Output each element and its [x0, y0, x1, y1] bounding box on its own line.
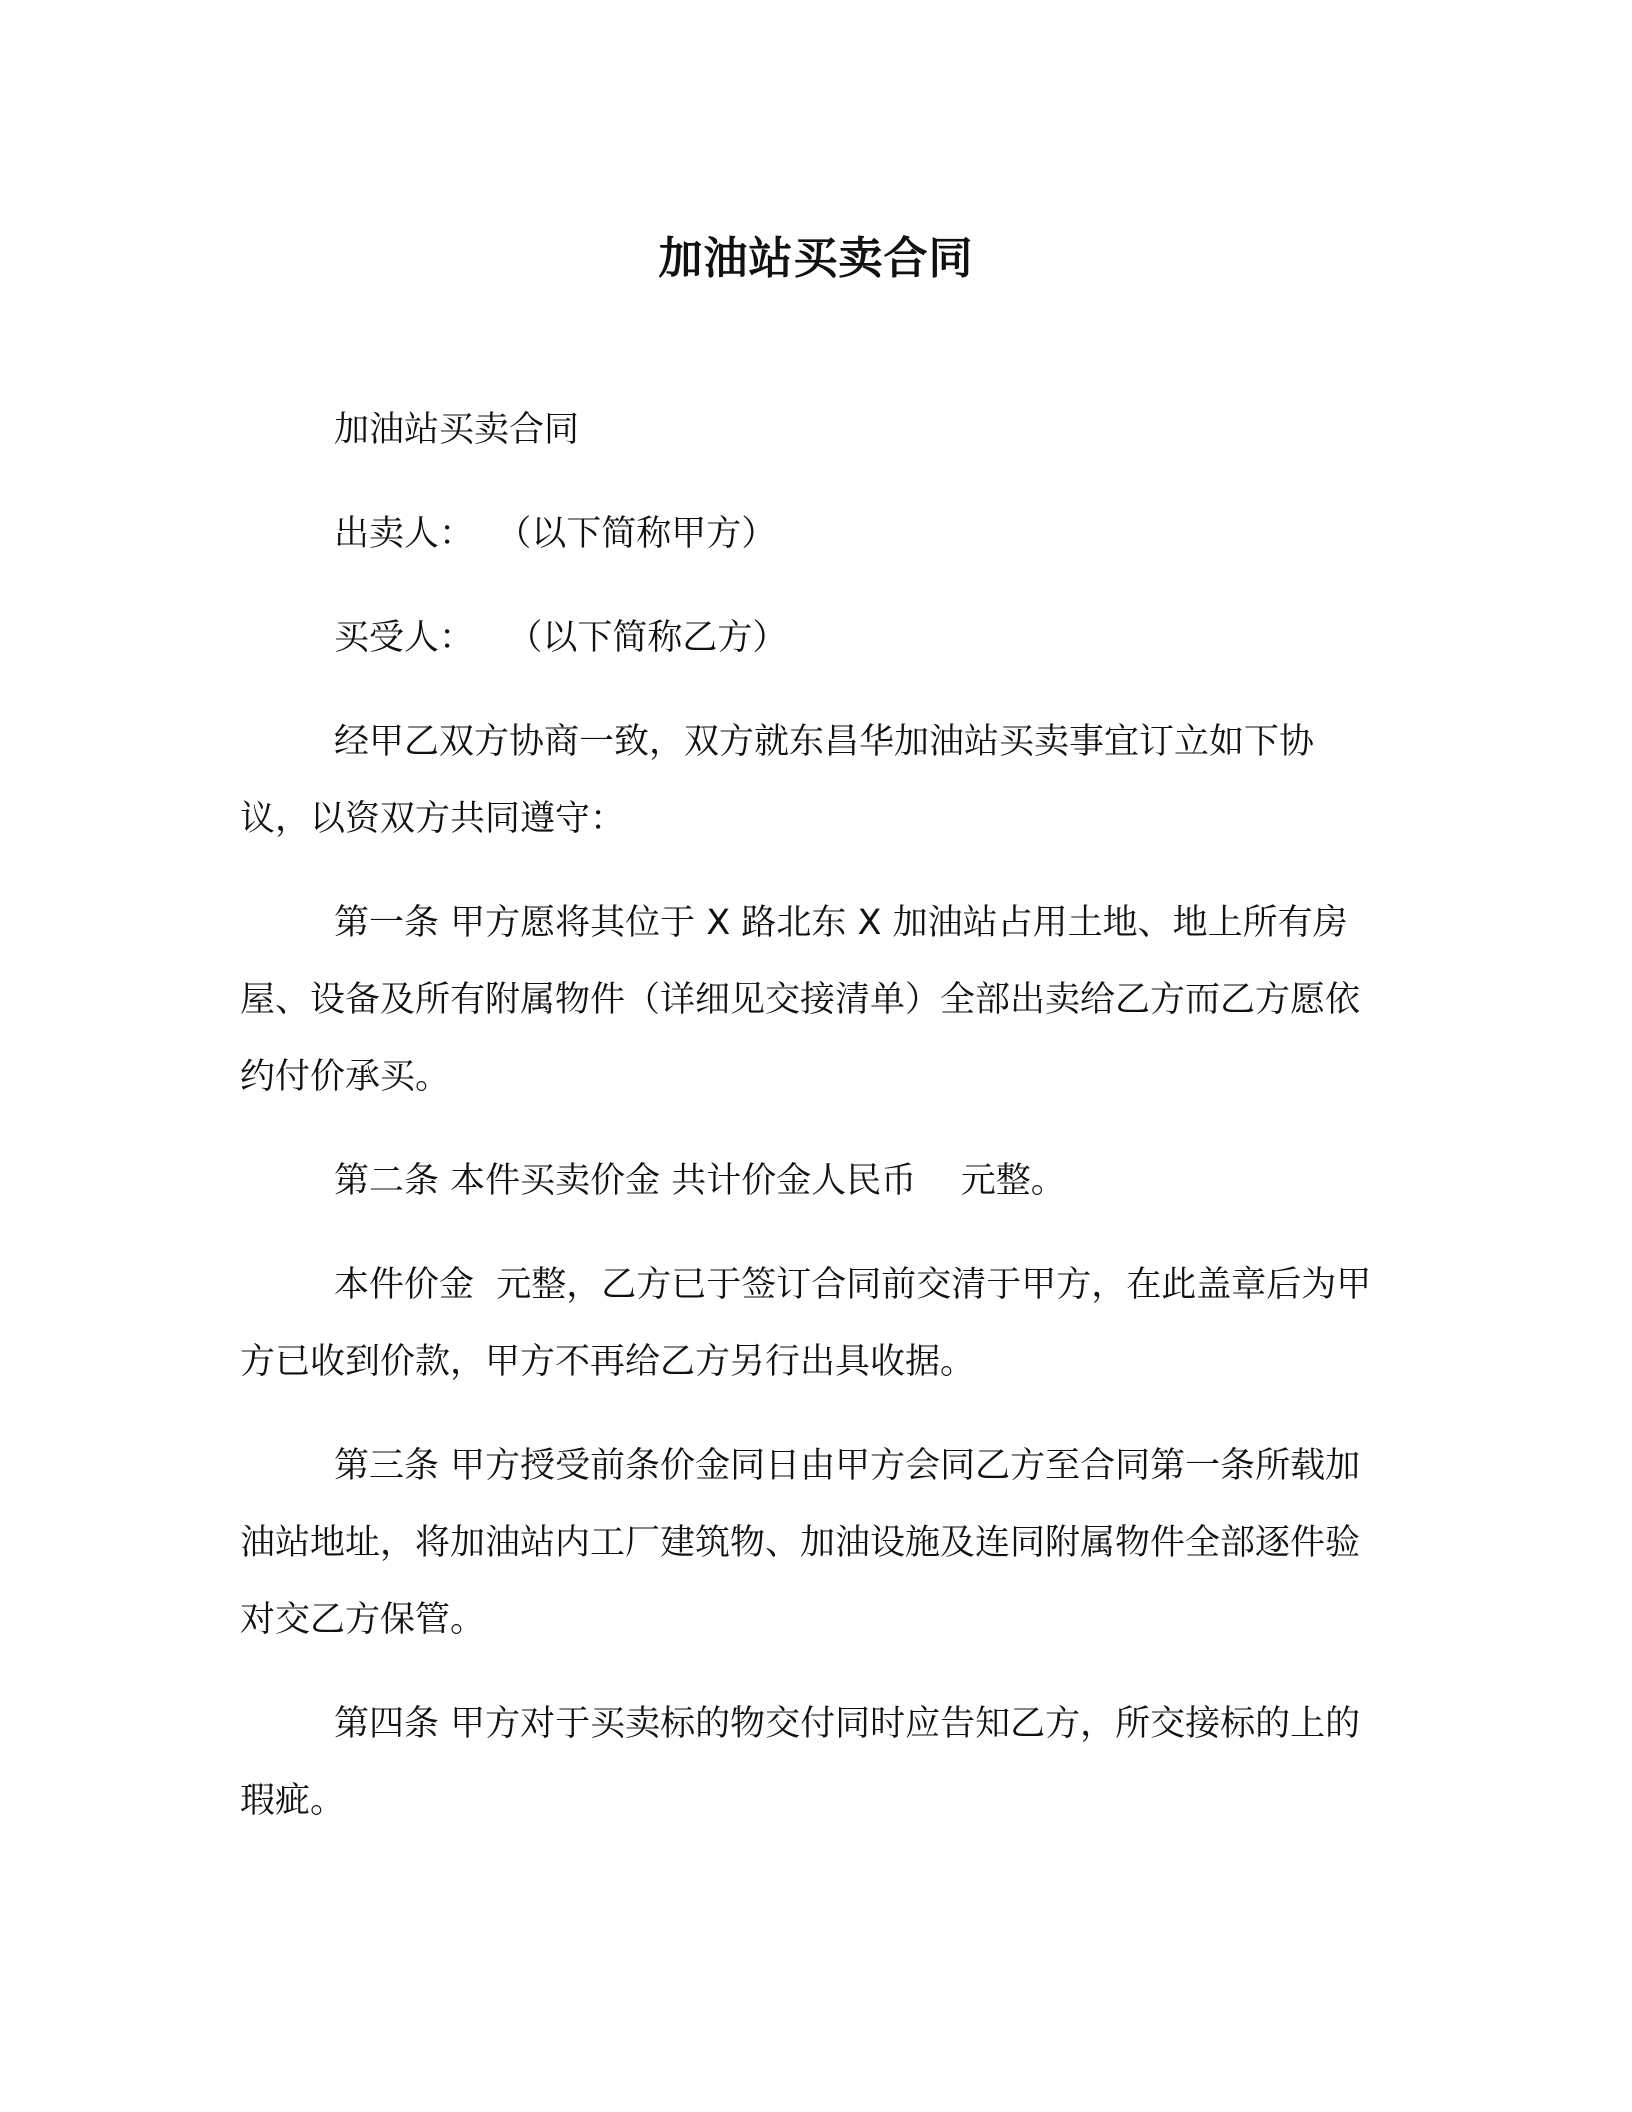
paragraph-seller: 出卖人： （以下简称甲方）	[334, 514, 777, 554]
paragraph-payment: 本件价金 元整，乙方已于签订合同前交清于甲方，在此盖章后为甲方已收到价款，甲方不再给乙方另行出具收据。	[240, 1265, 1372, 1382]
paragraph-buyer: 买受人： （以下简称乙方）	[334, 618, 788, 658]
paragraph-preamble: 经甲乙双方协商一致，双方就东昌华加油站买卖事宜订立如下协议，以资双方共同遵守：	[240, 722, 1315, 839]
paragraph-article-4: 第四条 甲方对于买卖标的物交付同时应告知乙方，所交接标的上的瑕疵。	[240, 1704, 1361, 1821]
document-body	[240, 392, 1380, 1867]
paragraph-article-1: 第一条 甲方愿将其位于 X 路北东 X 加油站占用土地、地上所有房屋、设备及所有附属物件（详细见交接清单）全部出卖给乙方而乙方愿依约付价承买。	[240, 903, 1361, 1097]
paragraph-article-2: 第二条 本件买卖价金 共计价金人民币 元整。	[334, 1161, 1066, 1201]
paragraph-heading: 加油站买卖合同	[334, 410, 580, 450]
document-title: 加油站买卖合同	[658, 233, 974, 284]
paragraph-article-3: 第三条 甲方授受前条价金同日由甲方会同乙方至合同第一条所载加油站地址，将加油站内工厂建筑物、加油设施及连同附属物件全部逐件验对交乙方保管。	[240, 1446, 1361, 1640]
